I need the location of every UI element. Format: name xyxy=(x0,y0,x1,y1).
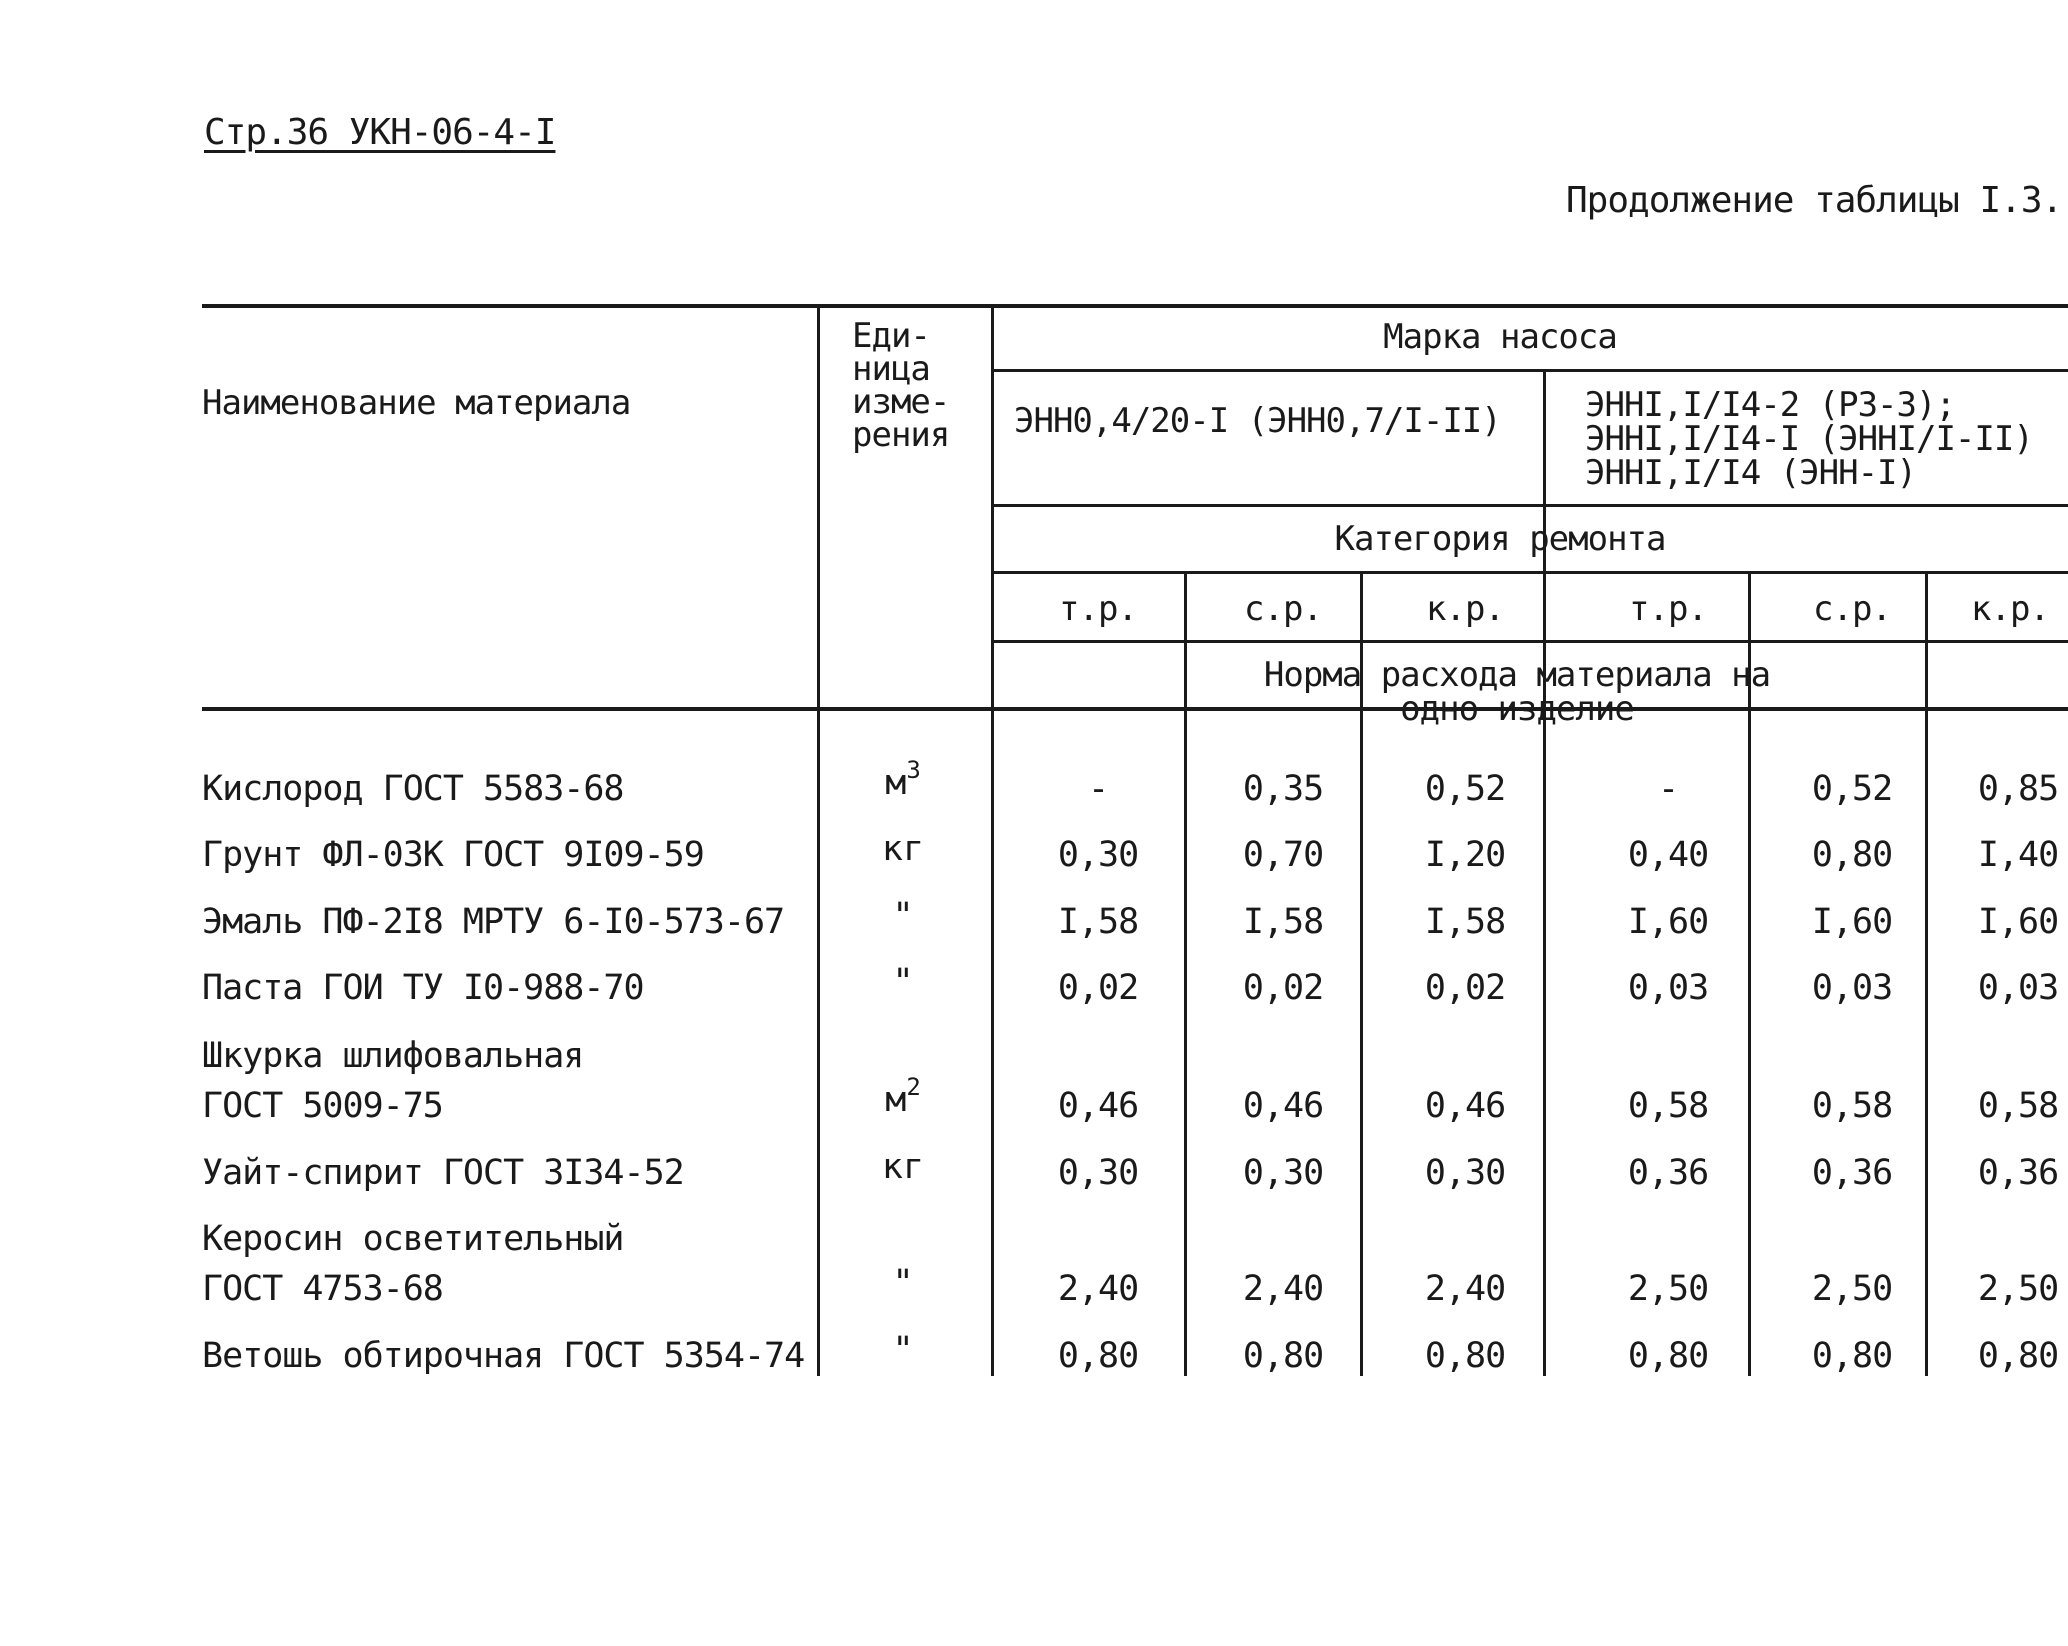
unit-text: кг xyxy=(881,1147,925,1187)
value-cell: 0,46 xyxy=(1424,1086,1506,1126)
value-cell: 2,40 xyxy=(1057,1269,1139,1309)
value-cell: 2,40 xyxy=(1242,1269,1324,1309)
repair-type-rule xyxy=(993,640,2068,643)
value-cell: 0,85 xyxy=(1977,769,2059,809)
repair-category-header: Категория ремонта xyxy=(1334,519,1666,559)
unit-text: " xyxy=(892,1263,914,1303)
value-cell: 0,30 xyxy=(1424,1153,1506,1193)
value-cell: 0,58 xyxy=(1977,1086,2059,1126)
consumption-norm-header: Норма расхода материала на одно изделие xyxy=(1263,655,1771,729)
value-cell: I,60 xyxy=(1977,902,2059,942)
material-name: Ветошь обтирочная ГОСТ 5354-74 xyxy=(202,1336,805,1376)
value-cell: 0,46 xyxy=(1242,1086,1324,1126)
value-cell: 0,03 xyxy=(1977,968,2059,1008)
value-cell: 0,40 xyxy=(1627,835,1709,875)
value-cell: 0,80 xyxy=(1242,1336,1324,1376)
page-header: Стр.36 УКН-06-4-I xyxy=(204,112,556,153)
repair-type-header: с.р. xyxy=(1813,589,1891,629)
repair-type-header: т.р. xyxy=(1629,589,1707,629)
unit-text: м xyxy=(885,1080,907,1120)
value-cell: I,20 xyxy=(1424,835,1506,875)
value-cell: 0,58 xyxy=(1811,1086,1893,1126)
material-name: Грунт ФЛ-03К ГОСТ 9I09-59 xyxy=(202,835,704,875)
value-cell: 2,50 xyxy=(1811,1269,1893,1309)
value-cell: 2,40 xyxy=(1424,1269,1506,1309)
value-cell: 0,80 xyxy=(1627,1336,1709,1376)
material-name: ГОСТ 4753-68 xyxy=(202,1269,443,1309)
unit-cell xyxy=(885,756,921,803)
repair-type-header: к.р. xyxy=(1971,589,2049,629)
table-continuation-label: Продолжение таблицы I.3. xyxy=(1566,180,2063,221)
value-cell: 0,02 xyxy=(1242,968,1324,1008)
pump-group-2-header: ЭННI,I/I4-2 (РЗ-3); ЭННI,I/I4-I (ЭННI/I-II) ЭННI,I/I4 (ЭНН-I) xyxy=(1585,385,2033,493)
value-cell: - xyxy=(1087,769,1109,809)
value-cell: 2,50 xyxy=(1977,1269,2059,1309)
unit-cell xyxy=(881,829,925,869)
unit-cell xyxy=(892,1263,914,1303)
material-column-header: Наименование материала xyxy=(202,383,631,423)
value-cell: - xyxy=(1657,769,1679,809)
unit-col-left-rule xyxy=(817,304,820,1376)
unit-text: м xyxy=(885,763,907,803)
unit-cell xyxy=(881,1147,925,1187)
unit-text: " xyxy=(892,1330,914,1370)
value-cell: I,60 xyxy=(1811,902,1893,942)
value-cell: 0,30 xyxy=(1057,1153,1139,1193)
value-cell: 0,36 xyxy=(1811,1153,1893,1193)
pump-group-1-header: ЭНН0,4/20-I (ЭНН0,7/I-II) xyxy=(1014,401,1501,441)
material-name: Эмаль ПФ-2I8 МРТУ 6-I0-573-67 xyxy=(202,902,785,942)
unit-text: " xyxy=(892,962,914,1002)
unit-cell xyxy=(892,896,914,936)
value-cell: 0,03 xyxy=(1627,968,1709,1008)
value-cell: 0,46 xyxy=(1057,1086,1139,1126)
value-cell: I,40 xyxy=(1977,835,2059,875)
repair-category-rule xyxy=(993,571,2068,574)
repair-type-header: т.р. xyxy=(1059,589,1137,629)
unit-cell xyxy=(892,1330,914,1370)
table-top-rule xyxy=(202,304,2068,308)
value-cell: 0,02 xyxy=(1057,968,1139,1008)
pump-group-rule xyxy=(993,504,2068,507)
unit-column-header: Еди- ница изме- рения xyxy=(852,316,950,455)
unit-cell xyxy=(885,1073,921,1120)
value-cell: 0,58 xyxy=(1627,1086,1709,1126)
value-cell: 0,36 xyxy=(1977,1153,2059,1193)
value-cell: I,58 xyxy=(1242,902,1324,942)
value-cell: 0,80 xyxy=(1977,1336,2059,1376)
col-divider-5 xyxy=(1925,572,1928,1376)
value-cell: 0,80 xyxy=(1424,1336,1506,1376)
value-cell: 0,03 xyxy=(1811,968,1893,1008)
value-cell: I,60 xyxy=(1627,902,1709,942)
material-name: Керосин осветительный xyxy=(202,1219,624,1259)
pump-brand-header: Марка насоса xyxy=(1383,317,1617,357)
value-cell: 0,52 xyxy=(1424,769,1506,809)
value-cell: 0,80 xyxy=(1811,835,1893,875)
material-name: Шкурка шлифовальная xyxy=(202,1036,584,1076)
value-cell: 0,52 xyxy=(1811,769,1893,809)
material-name: Паста ГОИ ТУ I0-988-70 xyxy=(202,968,644,1008)
material-name: ГОСТ 5009-75 xyxy=(202,1086,443,1126)
value-cell: 0,36 xyxy=(1627,1153,1709,1193)
value-cell: 0,30 xyxy=(1242,1153,1324,1193)
value-cell: 0,80 xyxy=(1057,1336,1139,1376)
unit-exponent: 3 xyxy=(906,756,921,784)
unit-text: кг xyxy=(881,829,925,869)
material-name: Уайт-спирит ГОСТ 3I34-52 xyxy=(202,1153,684,1193)
col-divider-1 xyxy=(1184,572,1187,1376)
value-cell: I,58 xyxy=(1057,902,1139,942)
value-cell: 0,30 xyxy=(1057,835,1139,875)
value-cell: 0,02 xyxy=(1424,968,1506,1008)
material-name: Кислород ГОСТ 5583-68 xyxy=(202,769,624,809)
value-cell: 0,80 xyxy=(1811,1336,1893,1376)
unit-col-right-rule xyxy=(991,304,994,1376)
unit-exponent: 2 xyxy=(906,1073,921,1101)
repair-type-header: к.р. xyxy=(1426,589,1504,629)
value-cell: 0,35 xyxy=(1242,769,1324,809)
value-cell: 2,50 xyxy=(1627,1269,1709,1309)
value-cell: I,58 xyxy=(1424,902,1506,942)
unit-text: " xyxy=(892,896,914,936)
pump-brand-rule xyxy=(993,369,2068,372)
value-cell: 0,70 xyxy=(1242,835,1324,875)
unit-cell xyxy=(892,962,914,1002)
repair-type-header: с.р. xyxy=(1244,589,1322,629)
